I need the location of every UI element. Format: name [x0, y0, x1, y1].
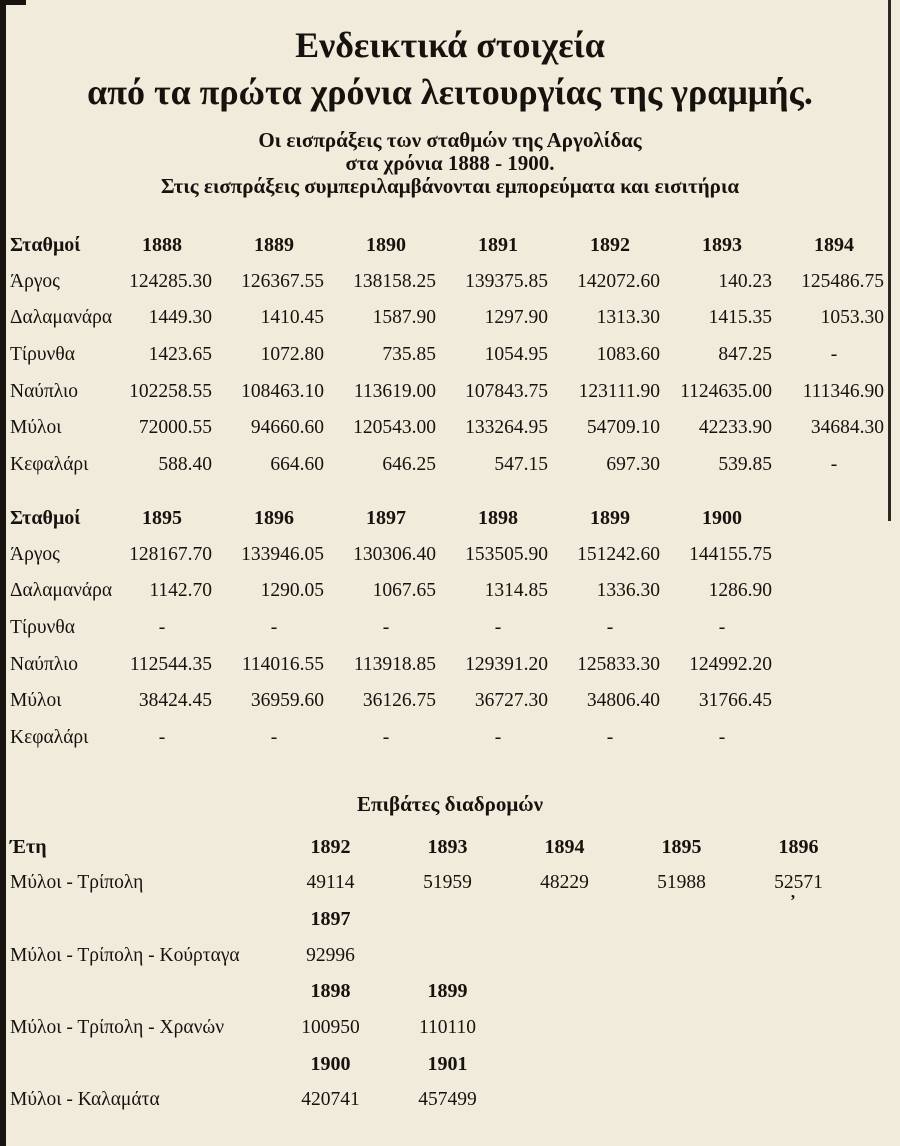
- subtitle-line2: στα χρόνια 1888 - 1900.: [345, 151, 555, 175]
- revenue-value: 107843.75: [465, 380, 548, 402]
- table-header-row: [10, 227, 890, 264]
- revenue-value: -: [606, 726, 614, 748]
- revenue-value: 133264.95: [465, 417, 548, 439]
- revenue-value: 114016.55: [241, 653, 324, 675]
- revenue-value: 1313.30: [596, 307, 660, 329]
- revenue-value: -: [494, 617, 502, 639]
- revenue-value: 133946.05: [241, 543, 324, 565]
- revenue-value: 94660.60: [250, 417, 324, 439]
- revenue-value: 153505.90: [465, 543, 548, 565]
- table-row: [10, 1010, 890, 1046]
- revenue-value: 1314.85: [484, 580, 548, 602]
- year-header: 1897: [310, 907, 351, 930]
- station-name: Τίρυνθα: [10, 617, 75, 639]
- station-name: Τίρυνθα: [10, 344, 75, 366]
- revenue-value: -: [270, 726, 278, 748]
- table-row: [10, 373, 890, 410]
- year-header: 1898: [310, 980, 351, 1003]
- station-name: Άργος: [10, 270, 60, 292]
- revenue-value: 547.15: [494, 453, 548, 475]
- passenger-count: 100950: [301, 1017, 360, 1039]
- station-name: Άργος: [10, 543, 60, 565]
- revenue-value: -: [494, 726, 502, 748]
- table-row: [10, 720, 890, 757]
- year-header: 1895: [142, 506, 182, 529]
- year-header: 1893: [702, 233, 742, 256]
- stray-apostrophe-mark: ’: [790, 891, 796, 910]
- revenue-value: 129391.20: [465, 653, 548, 675]
- revenue-value: 113918.85: [353, 653, 436, 675]
- revenue-value: 144155.75: [689, 543, 772, 565]
- station-name: Ναύπλιο: [10, 380, 79, 402]
- year-header: 1898: [478, 506, 518, 529]
- table-row: [10, 447, 890, 484]
- revenue-value: 1290.05: [260, 580, 324, 602]
- year-header: 1888: [142, 233, 182, 256]
- year-header: 1897: [366, 506, 406, 529]
- route-name: Μύλοι - Τρίπολη - Κούρταγα: [10, 944, 240, 966]
- route-name: Έτη: [10, 835, 47, 858]
- year-header: 1890: [366, 233, 406, 256]
- table-row: [10, 337, 890, 374]
- table-header-row: [10, 500, 890, 537]
- year-header: 1896: [778, 835, 819, 858]
- table-row: [10, 683, 890, 720]
- revenue-value: 1286.90: [708, 580, 772, 602]
- passenger-count: 420741: [301, 1089, 360, 1111]
- year-header-row: [10, 974, 890, 1010]
- station-name: Ναύπλιο: [10, 653, 79, 675]
- table-row: [10, 537, 890, 574]
- table-row: [10, 865, 890, 901]
- revenue-value: 588.40: [158, 453, 212, 475]
- route-name: Μύλοι - Καλαμάτα: [10, 1089, 160, 1111]
- year-header: 1895: [661, 835, 702, 858]
- revenue-value: 102258.55: [129, 380, 212, 402]
- table-row: [10, 1082, 890, 1118]
- revenue-value: 124285.30: [129, 270, 212, 292]
- revenue-value: 111346.90: [802, 380, 884, 402]
- revenue-value: 1587.90: [372, 307, 436, 329]
- table-row: [10, 938, 890, 974]
- revenue-value: -: [718, 726, 726, 748]
- revenue-value: -: [606, 617, 614, 639]
- year-header: 1900: [310, 1052, 351, 1075]
- revenue-value: 1423.65: [148, 344, 212, 366]
- revenue-value: 1124635.00: [680, 380, 772, 402]
- page-title-line1: Ενδεικτικά στοιχεία: [295, 25, 605, 65]
- table-row: [10, 410, 890, 447]
- year-header: 1891: [478, 233, 518, 256]
- revenue-value: 539.85: [718, 453, 772, 475]
- table-row: [10, 264, 890, 301]
- passenger-count: 51988: [657, 872, 706, 894]
- table-row: [10, 646, 890, 683]
- revenue-value: 1054.95: [484, 344, 548, 366]
- revenue-value: 130306.40: [353, 543, 436, 565]
- route-name: Μύλοι - Τρίπολη: [10, 872, 144, 894]
- station-name: Κεφαλάρι: [10, 726, 89, 748]
- revenue-value: 128167.70: [129, 543, 212, 565]
- year-header: 1900: [702, 506, 742, 529]
- passengers-section-title: Επιβάτες διαδρομών: [357, 792, 543, 816]
- revenue-value: 113619.00: [353, 380, 436, 402]
- revenue-value: 1336.30: [596, 580, 660, 602]
- year-header: 1899: [427, 980, 468, 1003]
- revenue-value: 54709.10: [586, 417, 660, 439]
- year-header: 1892: [310, 835, 351, 858]
- table-row: [10, 610, 890, 647]
- revenue-value: 112544.35: [129, 653, 212, 675]
- revenue-value: 120543.00: [353, 417, 436, 439]
- revenue-value: 697.30: [606, 453, 660, 475]
- year-header-row: [10, 901, 890, 937]
- revenue-value: 124992.20: [689, 653, 772, 675]
- revenue-value: 125833.30: [577, 653, 660, 675]
- passenger-count: 110110: [418, 1017, 477, 1039]
- passenger-count: 49114: [306, 872, 355, 894]
- revenue-value: 36126.75: [362, 690, 436, 712]
- revenue-value: -: [382, 617, 390, 639]
- revenue-value: 125486.75: [801, 270, 884, 292]
- revenue-value: 123111.90: [578, 380, 660, 402]
- year-header: 1894: [814, 233, 854, 256]
- passenger-count: 52571: [774, 872, 823, 894]
- revenue-value: 34684.30: [810, 417, 884, 439]
- revenue-value: 664.60: [270, 453, 324, 475]
- revenue-value: 138158.25: [353, 270, 436, 292]
- year-header: 1892: [590, 233, 630, 256]
- revenue-value: 151242.60: [577, 543, 660, 565]
- passenger-count: 457499: [418, 1089, 477, 1111]
- station-name: Μύλοι: [10, 690, 62, 712]
- revenue-value: 1142.70: [149, 580, 212, 602]
- passenger-count: 51959: [423, 872, 472, 894]
- revenue-value: 36959.60: [250, 690, 324, 712]
- passenger-count: 92996: [306, 944, 355, 966]
- revenue-table-1888-1894: [10, 227, 890, 483]
- table-row: [10, 300, 890, 337]
- revenue-value: -: [158, 617, 166, 639]
- revenue-value: 1072.80: [260, 344, 324, 366]
- revenue-value: 38424.45: [138, 690, 212, 712]
- revenue-value: 142072.60: [577, 270, 660, 292]
- revenue-value: -: [270, 617, 278, 639]
- year-header: 1899: [590, 506, 630, 529]
- revenue-value: 31766.45: [698, 690, 772, 712]
- route-name: Μύλοι - Τρίπολη - Χρανών: [10, 1017, 225, 1039]
- revenue-value: 646.25: [382, 453, 436, 475]
- revenue-value: -: [830, 344, 838, 366]
- passengers-table: [10, 829, 890, 1119]
- revenue-value: 1297.90: [484, 307, 548, 329]
- station-name: Κεφαλάρι: [10, 453, 89, 475]
- station-name: Δαλαμανάρα: [10, 580, 113, 602]
- passenger-count: 48229: [540, 872, 589, 894]
- year-header: 1896: [254, 506, 294, 529]
- year-header: 1894: [544, 835, 585, 858]
- year-header: 1901: [427, 1052, 468, 1075]
- revenue-value: 72000.55: [138, 417, 212, 439]
- table-row: [10, 573, 890, 610]
- revenue-value: 42233.90: [698, 417, 772, 439]
- subtitle-line3: Στις εισπράξεις συμπεριλαμβάνονται εμπορεύματα και εισιτήρια: [160, 174, 740, 198]
- revenue-value: 1067.65: [372, 580, 436, 602]
- revenue-value: 139375.85: [465, 270, 548, 292]
- revenue-value: 126367.55: [241, 270, 324, 292]
- page-subtitle: [0, 129, 900, 198]
- subtitle-line1: Οι εισπράξεις των σταθμών της Αργολίδας: [258, 128, 642, 152]
- revenue-value: -: [718, 617, 726, 639]
- page-title-line2: από τα πρώτα χρόνια λειτουργίας της γραμμής.: [87, 72, 813, 112]
- year-header-row: [10, 1046, 890, 1082]
- revenue-value: 1083.60: [596, 344, 660, 366]
- revenue-value: 1410.45: [260, 307, 324, 329]
- scan-edge-top-nub: [0, 0, 26, 5]
- revenue-value: 36727.30: [474, 690, 548, 712]
- revenue-value: -: [830, 453, 838, 475]
- revenue-value: 140.23: [718, 270, 772, 292]
- revenue-table-1895-1900: [10, 500, 890, 756]
- revenue-value: 34806.40: [586, 690, 660, 712]
- revenue-value: 1053.30: [820, 307, 884, 329]
- revenue-value: 108463.10: [241, 380, 324, 402]
- revenue-value: 735.85: [382, 344, 436, 366]
- year-header-row: [10, 829, 890, 865]
- revenue-value: 1449.30: [148, 307, 212, 329]
- revenue-value: -: [158, 726, 166, 748]
- revenue-value: 1415.35: [708, 307, 772, 329]
- year-header: 1893: [427, 835, 468, 858]
- stations-column-header: Σταθμοί: [10, 506, 81, 529]
- year-header: 1889: [254, 233, 294, 256]
- page-title: [0, 22, 900, 116]
- station-name: Δαλαμανάρα: [10, 307, 113, 329]
- stations-column-header: Σταθμοί: [10, 233, 81, 256]
- revenue-value: 847.25: [718, 344, 772, 366]
- revenue-value: -: [382, 726, 390, 748]
- station-name: Μύλοι: [10, 417, 62, 439]
